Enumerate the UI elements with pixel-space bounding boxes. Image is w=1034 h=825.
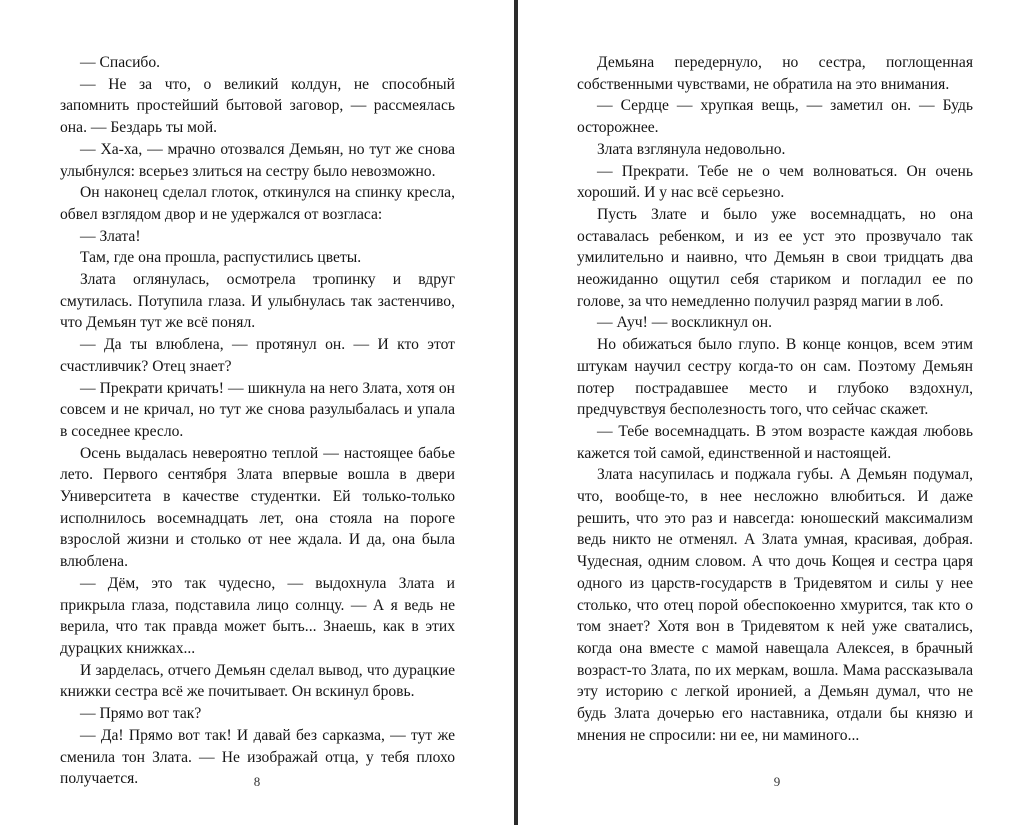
page-number-right: 9 bbox=[773, 774, 781, 789]
paragraph: Он наконец сделал глоток, откинулся на спинку кресла, обвел взглядом двор и не удержался от возгласа: bbox=[60, 184, 455, 223]
paragraph: — Прекрати кричать! — шикнула на него Злата, хотя он совсем и не кричал, но тут же снова разулыбалась и упала в соседнее кресло. bbox=[60, 379, 455, 440]
paragraph: — Сердце — хрупкая вещь, — заметил он. — Будь осторожнее. bbox=[577, 97, 973, 137]
paragraph: Злата насупилась и поджала губы. А Демьян подумал, что, вообще-то, в нее несложно влюбиться. И даже решить, что это раз и навсегда: юношеский максимализм ведь никто не отменял. А Злата умная, красивая, добрая. Чудесная, одним словом. А что дочь Кощея и сестра царя одного из царств-государств в Тридевятом и силы у нее столько, что отец порой обеспокоенно хмурится, так кто о том знает? Хотя вон в Тридевятом к ней уже сватались, когда она вместе с мамой навещала Алексея, в брачный возраст-то Злата, по их меркам, вошла. Мама рассказывала эту историю с легкой иронией, а Демьян думал, что не будь Злата дочерью его наставника, отдали бы князю и мнения не спросили: ни ее, ни маминого... bbox=[577, 466, 973, 744]
paragraph: Злата взглянула недовольно. bbox=[597, 140, 786, 158]
paragraph: Осень выдалась невероятно теплой — настоящее бабье лето. Первого сентября Злата впервые вошла в двери Университета в качестве студентки. Ей только-только исполнилось восемнадцать лет, она стояла на пороге взрослой жизни и столько от нее ждала. И да, она была влюблена. bbox=[60, 444, 455, 571]
right-page-text bbox=[577, 52, 973, 747]
paragraph: Демьяна передернуло, но сестра, поглощенная собственными чувствами, не обратила на это внимания. bbox=[577, 54, 973, 93]
page-number-left: 8 bbox=[253, 774, 261, 789]
paragraph: — Ха-ха, — мрачно отозвался Демьян, но тут же снова улыбнулся: всерьез злиться на сестру было невозможно. bbox=[60, 140, 455, 180]
paragraph: — Спасибо. bbox=[80, 54, 161, 71]
paragraph: — Да ты влюблена, — протянул он. — И кто этот счастливчик? Отец знает? bbox=[60, 336, 455, 375]
paragraph: Злата оглянулась, осмотрела тропинку и вдруг смутилась. Потупила глаза. И улыбнулась так застенчиво, что Демьян тут же всё понял. bbox=[60, 271, 455, 332]
paragraph: — Дём, это так чудесно, — выдохнула Злата и прикрыла глаза, подставила лицо солнцу. — А я ведь не верила, что так правда может быть... Знаешь, как в этих дурацких книжках... bbox=[60, 574, 455, 657]
paragraph: Но обижаться было глупо. В конце концов, всем этим штукам научил сестру когда-то он сам. Поэтому Демьян потер пострадавшее место и глубоко вздохнул, предчувствуя бесполезность того, что сейчас скажет. bbox=[577, 336, 973, 419]
paragraph: — Ауч! — воскликнул он. bbox=[597, 314, 773, 332]
paragraph: И зарделась, отчего Демьян сделал вывод, что дурацкие книжки сестра всё же почитывает. Он вскинул бровь. bbox=[60, 661, 455, 701]
left-page-text bbox=[60, 52, 455, 790]
paragraph: Пусть Злате и было уже восемнадцать, но она оставалась ребенком, и из ее уст это прозвучало так умилительно и наивно, что Демьян в свои тридцать два неожиданно ощутил себя стариком и погладил ее по голове, за что немедленно получил разряд магии в лоб. bbox=[577, 205, 973, 310]
paragraph: — Да! Прямо вот так! И давай без сарказма, — тут же сменила тон Злата. — Не изображай отца, у тебя плохо получается. bbox=[60, 726, 455, 788]
paragraph: Там, где она прошла, распустились цветы. bbox=[80, 249, 362, 267]
paragraph: — Не за что, о великий колдун, не способный запомнить простейший бытовой заговор, — рассмеялась она. — Бездарь ты мой. bbox=[60, 75, 455, 137]
paragraph: — Прямо вот так? bbox=[80, 705, 202, 723]
paragraph: — Тебе восемнадцать. В этом возрасте каждая любовь кажется той самой, единственной и настоящей. bbox=[577, 422, 973, 462]
paragraph: — Злата! bbox=[80, 227, 141, 245]
paragraph: — Прекрати. Тебе не о чем волноваться. Он очень хороший. И у нас всё серьезно. bbox=[577, 162, 973, 202]
right-page bbox=[517, 0, 1034, 825]
